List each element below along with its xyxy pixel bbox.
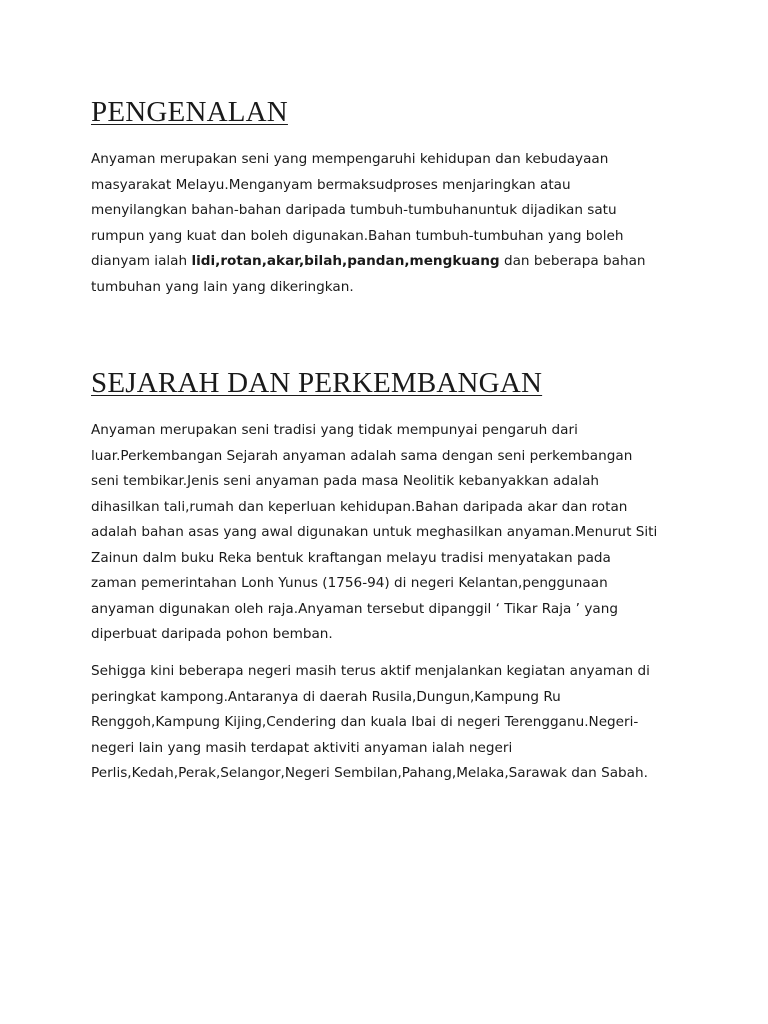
text-line: masyarakat Melayu.Menganyam bermaksudproses menjaringkan atau [91,176,571,193]
text-line: anyaman digunakan oleh raja.Anyaman tersebut dipanggil ‘ Tikar Raja ’ yang [91,600,618,617]
text-segment: dan beberapa bahan [499,253,646,269]
text-line: negeri lain yang masih terdapat aktiviti anyaman ialah negeri [91,739,513,756]
text-line: Renggoh,Kampung Kijing,Cendering dan kuala Ibai di negeri Terengganu.Negeri- [91,714,639,730]
text-line: rumpun yang kuat dan boleh digunakan.Bahan tumbuh-tumbuhan yang boleh [91,227,624,244]
text-segment: dianyam ialah [91,253,192,269]
text-line: Perlis,Kedah,Perak,Selangor,Negeri Sembilan,Pahang,Melaka,Sarawak dan Sabah. [91,765,648,781]
text-line: luar.Perkembangan Sejarah anyaman adalah sama dengan seni perkembangan [91,447,633,464]
text-line: dihasilkan tali,rumah dan keperluan kehidupan.Bahan daripada akar dan rotan [91,498,628,515]
text-line: Anyaman merupakan seni yang mempengaruhi kehidupan dan kebudayaan [91,151,609,167]
section-heading-sejarah: SEJARAH DAN PERKEMBANGAN [91,367,543,399]
text-line: diperbuat daripada pohon bemban. [91,626,333,642]
section-heading-pengenalan: PENGENALAN [91,96,288,128]
paragraph-sejarah-2 [91,659,650,787]
text-line: Anyaman merupakan seni tradisi yang tidak mempunyai pengaruh dari [91,422,578,438]
bold-material-list: lidi,rotan,akar,bilah,pandan,mengkuang [191,253,500,269]
paragraph-sejarah-1 [91,418,657,648]
text-line: Zainun dalm buku Reka bentuk kraftangan melayu tradisi menyatakan pada [91,549,611,566]
text-line: zaman pemerintahan Lonh Yunus (1756-94) di negeri Kelantan,penggunaan [91,575,608,591]
text-line: peringkat kampong.Antaranya di daerah Rusila,Dungun,Kampung Ru [91,688,561,705]
text-line: tumbuhan yang lain yang dikeringkan. [91,278,354,295]
text-line: Sehigga kini beberapa negeri masih terus aktif menjalankan kegiatan anyaman di [91,663,650,679]
paragraph-pengenalan [91,147,646,300]
text-line: seni tembikar.Jenis seni anyaman pada masa Neolitik kebanyakkan adalah [91,473,600,489]
text-line: adalah bahan asas yang awal digunakan untuk meghasilkan anyaman.Menurut Siti [91,524,658,540]
text-line: menyilangkan bahan-bahan daripada tumbuh-tumbuhanuntuk dijadikan satu [91,202,617,218]
text-line [91,249,646,275]
